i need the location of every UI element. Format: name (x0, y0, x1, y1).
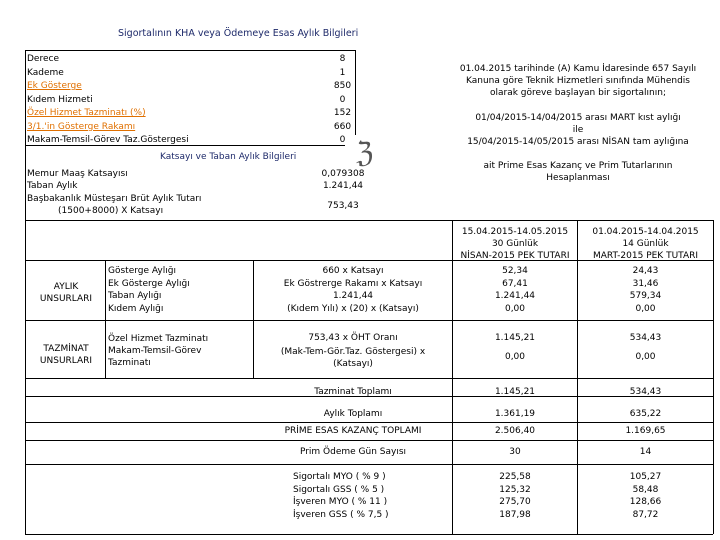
sigorta-labels: Sigortalı MYO ( % 9 ) Sigortalı GSS ( % 5 ) İşveren MYO ( % 11 ) İşveren GSS ( % 7,5 ) (293, 472, 389, 520)
tazminat-row1-col2: 534,43 (629, 333, 662, 343)
summary-label: Aylık Toplamı (323, 409, 383, 419)
summary-c1: 2.506,40 (494, 426, 536, 436)
tazminat-formula-1: 753,43 x ÖHT Oranı (308, 333, 398, 343)
aylik-group-label: AYLIK UNSURLARI (39, 282, 93, 304)
aylik-col2: 24,43 31,46 579,34 0,00 (629, 266, 662, 314)
aylik-items: Gösterge Aylığı Ek Gösterge Aylığı Taban Aylığı Kıdem Aylığı (108, 266, 190, 314)
summary-label: PRİME ESAS KAZANÇ TOPLAMI (284, 426, 422, 436)
katsayi-value-2: 1.241,44 (322, 181, 364, 191)
info-label: Ek Gösterge (27, 81, 82, 91)
summary-c2: 534,43 (629, 387, 662, 397)
tazminat-items: Özel Hizmet Tazminatı Makam-Temsil-Görev Tazminatı (108, 334, 209, 368)
summary-c2: 1.169,65 (625, 426, 666, 436)
summary-c1: 1.145,21 (494, 387, 536, 397)
info-label: Özel Hizmet Tazminatı (%) (27, 108, 146, 118)
katsayi-label-2: Taban Aylık (27, 181, 78, 191)
katsayi-label-1: Memur Maaş Katsayısı (27, 169, 128, 179)
info-value: 660 (333, 121, 352, 132)
decorative-glyph-icon: ℨ (356, 136, 374, 169)
tazminat-row2-col2: 0,00 (635, 352, 656, 362)
katsayi-label-3a: Başbakanlık Müsteşarı Brüt Aylık Tutarı (27, 194, 202, 204)
tazminat-group-label: TAZMİNAT UNSURLARI (39, 344, 93, 366)
summary-label: Prim Ödeme Gün Sayısı (299, 447, 407, 457)
katsayi-value-1: 0,079308 (321, 169, 365, 179)
info-value: 0 (339, 94, 346, 105)
column-header-nisan: 15.04.2015-14.05.2015 30 Günlük NİSAN-2015 PEK TUTARI (460, 227, 570, 261)
info-value: 8 (339, 54, 346, 64)
sigorta-col2: 105,27 58,48 128,66 87,72 (629, 472, 662, 520)
aylik-col1: 52,34 67,41 1.241,44 0,00 (494, 266, 536, 314)
info-label: Kıdem Hizmeti (27, 94, 93, 105)
katsayi-label-3b: (1500+8000) X Katsayı (58, 206, 164, 216)
info-label: Kademe (27, 67, 64, 78)
tazminat-row1-col1: 1.145,21 (494, 333, 536, 343)
note-2: 01/04/2015-14/04/2015 arası MART kıst aylığı ile 15/04/2015-14/05/2015 arası NİSAN tam aylığına (467, 113, 689, 147)
katsayi-title: Katsayı ve Taban Aylık Bilgileri (160, 152, 297, 162)
note-3: ait Prime Esas Kazanç ve Prim Tutarlarının Hesaplanması (483, 161, 673, 183)
tazminat-row2-col1: 0,00 (504, 352, 526, 362)
summary-c2: 635,22 (629, 409, 662, 419)
summary-c1: 1.361,19 (494, 409, 536, 419)
katsayi-value-3: 753,43 (327, 201, 359, 211)
aylik-formulas: 660 x Katsayı Ek Göstrerge Rakamı x Katsayı 1.241,44 (Kıdem Yılı) x (20) x (Katsayı) (283, 266, 423, 314)
info-label: Makam-Temsil-Görev Taz.Göstergesi (27, 135, 189, 145)
summary-c1: 30 (509, 447, 521, 457)
info-label: 3/1.'in Gösterge Rakamı (27, 121, 136, 132)
column-header-mart: 01.04.2015-14.04.2015 14 Günlük MART-2015 PEK TUTARI (592, 227, 699, 261)
info-value: 152 (333, 108, 352, 118)
info-value: 1 (339, 67, 346, 78)
tazminat-formula-2: (Mak-Tem-Gör.Taz. Göstergesi) x (Katsayı) (280, 347, 426, 369)
summary-c2: 14 (639, 447, 652, 457)
sigorta-col1: 225,58 125,32 275,70 187,98 (499, 472, 531, 520)
info-label: Derece (27, 54, 59, 64)
info-value: 0 (339, 135, 346, 145)
info-value: 850 (333, 81, 352, 91)
note-1: 01.04.2015 tarihinde (A) Kamu İdaresinde 657 Sayılı Kanuna göre Teknik Hizmetleri sınıfında Mühendis olarak göreve başlayan bir sigortalının; (459, 64, 697, 98)
summary-label: Tazminat Toplamı (314, 387, 392, 397)
page-title: Sigortalının KHA veya Ödemeye Esas Aylık Bilgileri (118, 28, 359, 39)
